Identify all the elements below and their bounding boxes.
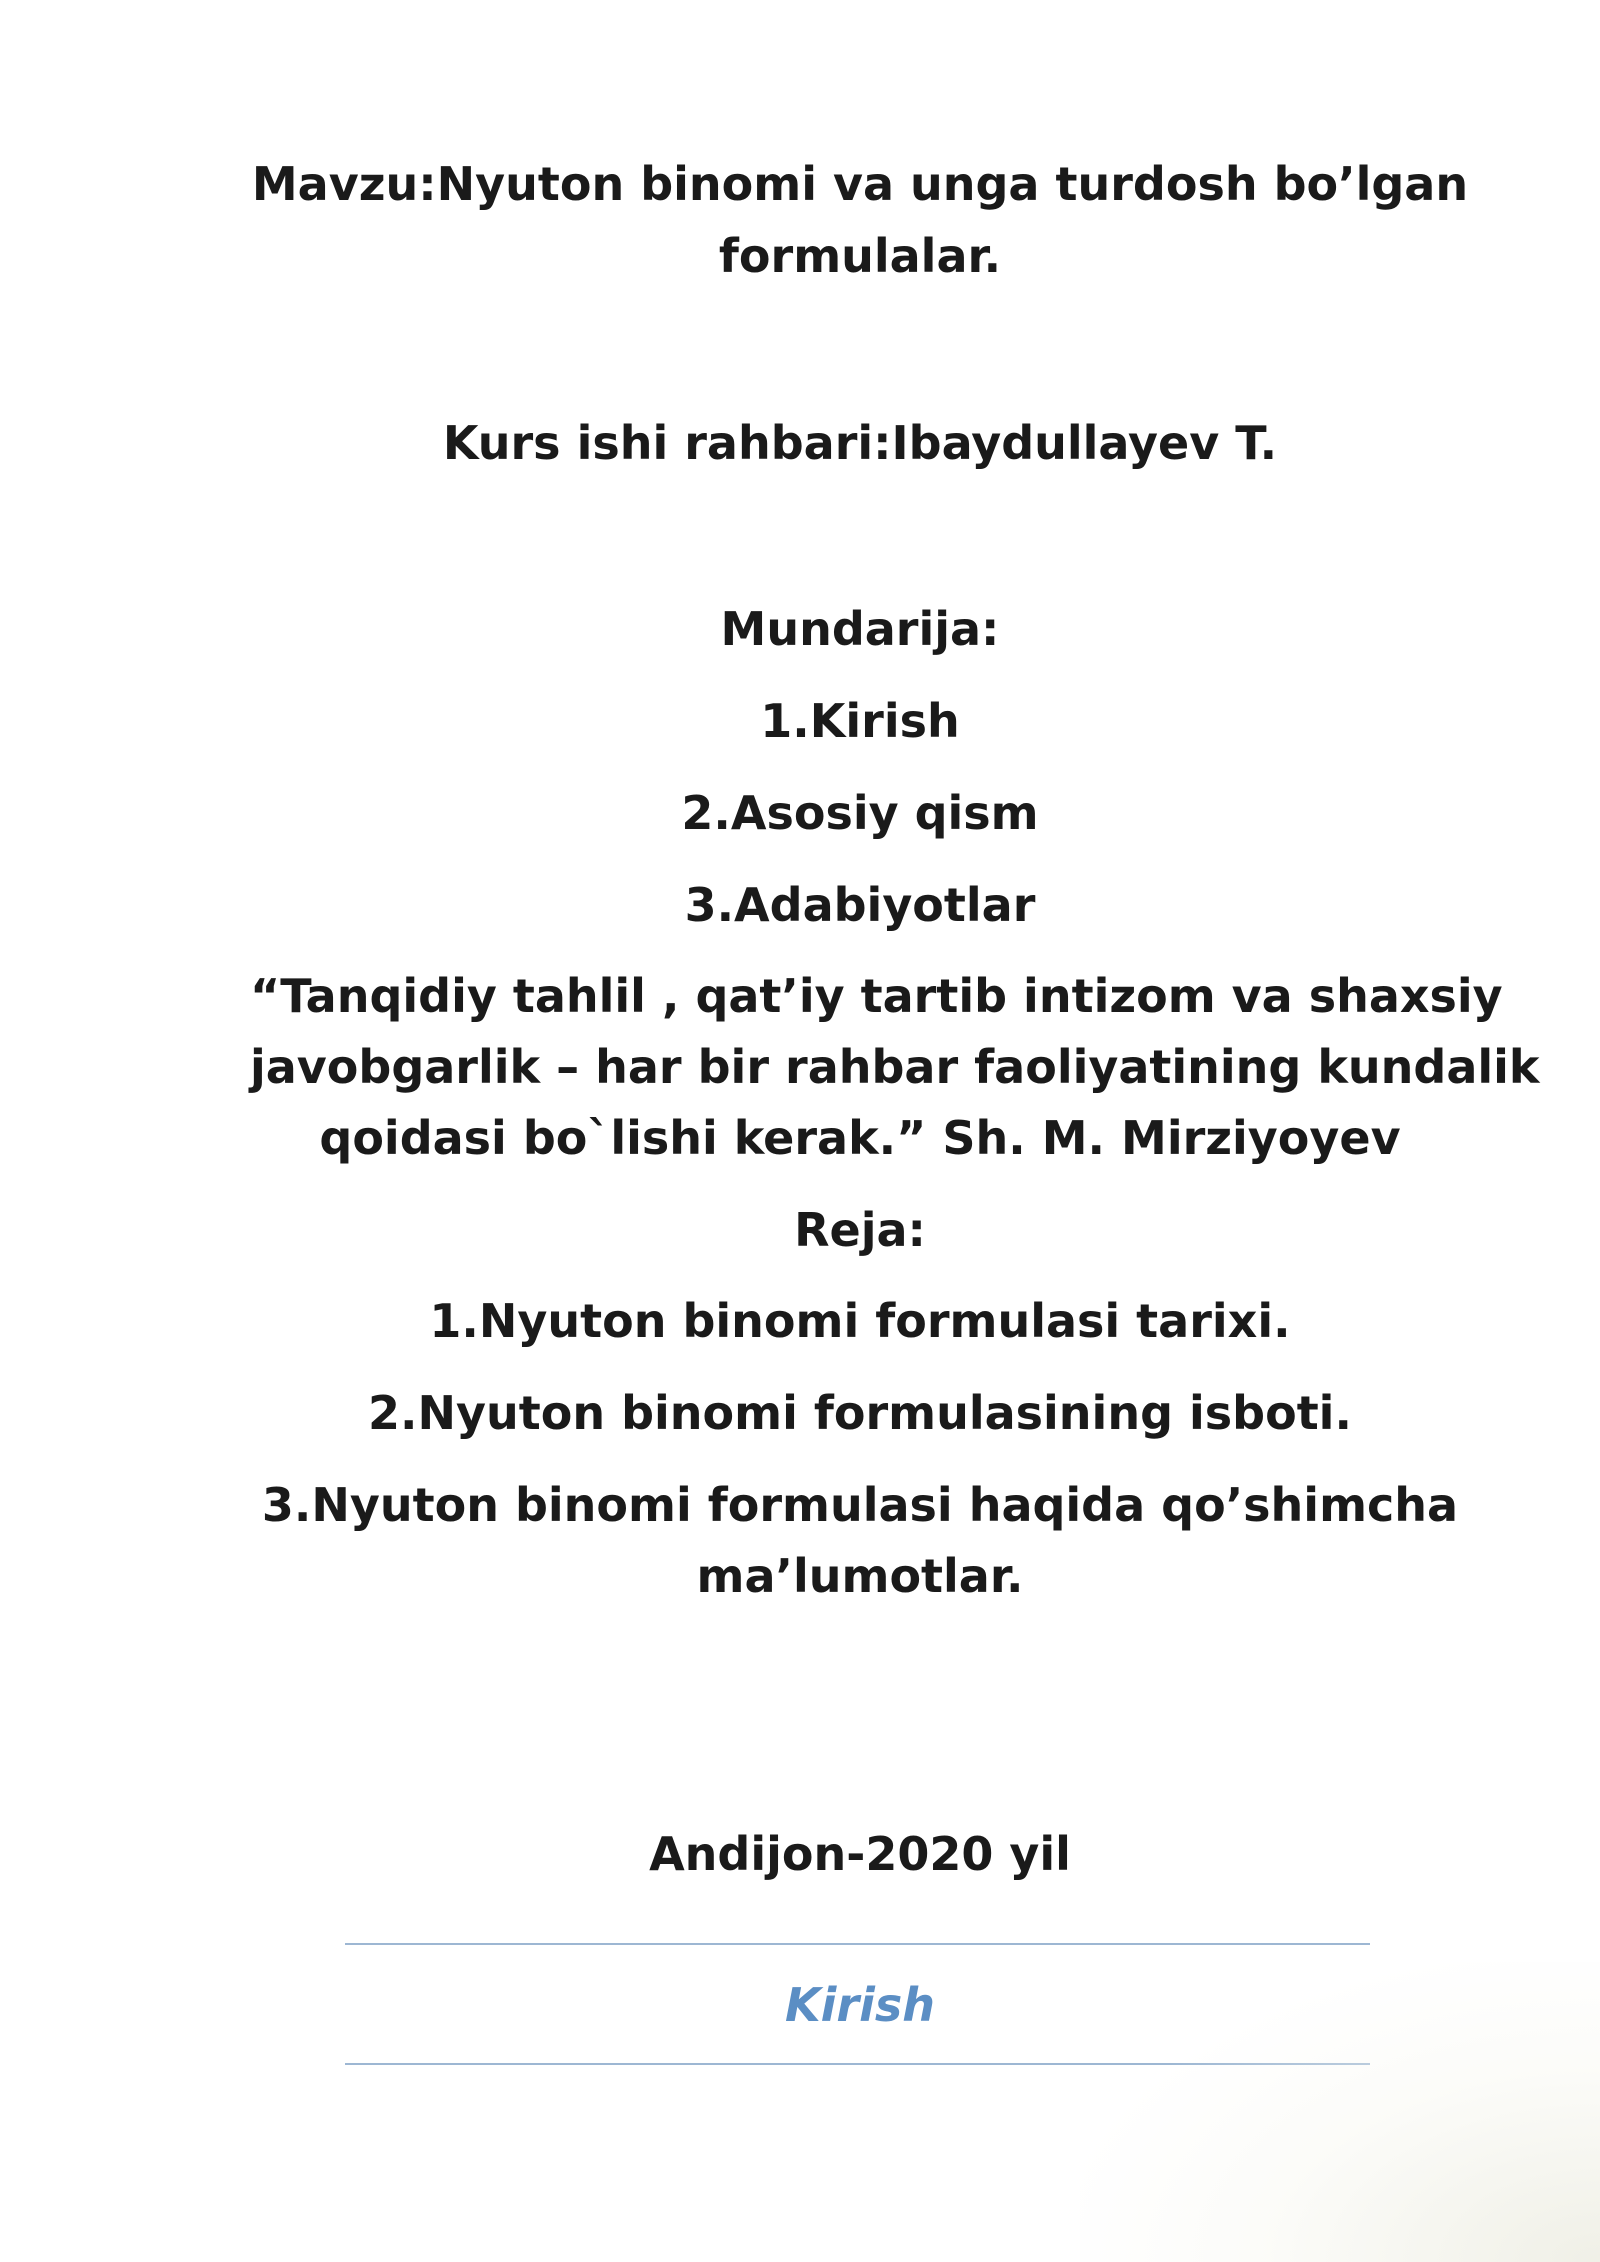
supervisor-line: Kurs ishi rahbari:Ibaydullayev T. [442, 416, 1278, 470]
topic-title-line-1: Mavzu:Nyuton binomi va unga turdosh bo’lgan [251, 157, 1469, 211]
topic-title-line-2: formulalar. [718, 229, 1002, 283]
plan-item-3-continued: ma’lumotlar. [696, 1549, 1024, 1603]
heading-bottom-rule [345, 2063, 1370, 2065]
contents-item-kirish: 1.Kirish [760, 694, 960, 748]
contents-title: Mundarija: [720, 602, 1000, 656]
contents-item-asosiy-qism: 2.Asosiy qism [681, 786, 1039, 840]
plan-item-1: 1.Nyuton binomi formulasi tarixi. [429, 1294, 1291, 1348]
plan-title: Reja: [794, 1203, 926, 1257]
plan-item-3: 3.Nyuton binomi formulasi haqida qo’shimcha [261, 1478, 1459, 1532]
place-year: Andijon-2020 yil [649, 1827, 1071, 1881]
heading-top-rule [345, 1943, 1370, 1945]
quote-line-3: qoidasi bo`lishi kerak.” Sh. M. Mirziyoyev [319, 1111, 1401, 1165]
quote-line-2: javobgarlik – har bir rahbar faoliyatining kundalik [250, 1040, 1540, 1094]
plan-item-2: 2.Nyuton binomi formulasining isboti. [368, 1386, 1352, 1440]
contents-item-adabiyotlar: 3.Adabiyotlar [684, 878, 1036, 932]
quote-line-1: “Tanqidiy tahlil , qat’iy tartib intizom va shaxsiy [250, 969, 1503, 1023]
section-heading-kirish: Kirish [785, 1978, 935, 2032]
